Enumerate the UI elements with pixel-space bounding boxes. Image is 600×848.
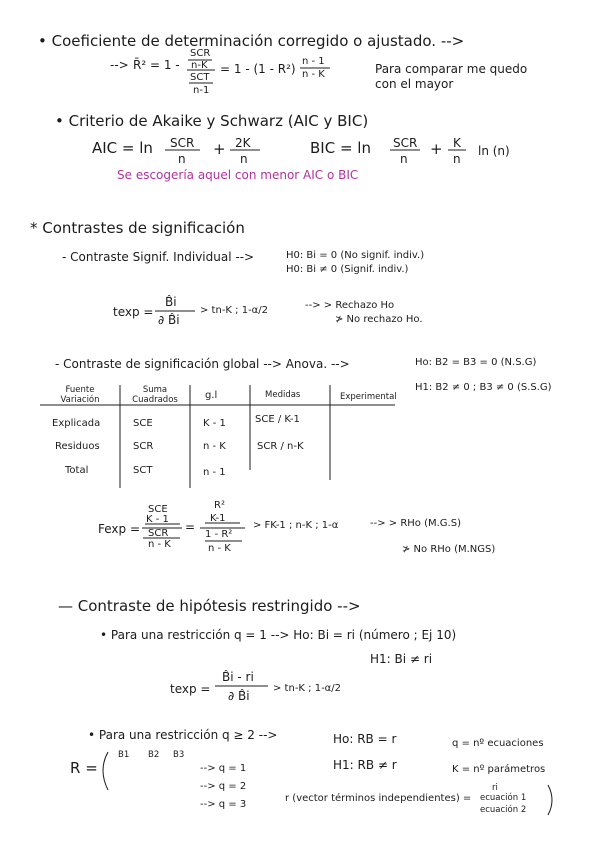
s4-sce: SCE: [148, 504, 168, 515]
s4-fdist: > FK-1 ; n-K ; 1-α: [253, 520, 339, 531]
s5-title: — Contraste de hipótesis restringido -->: [58, 597, 361, 615]
th-medidas: Medidas: [265, 390, 301, 400]
s1-note2: con el mayor: [375, 77, 454, 91]
s5-ec1: ecuación 1: [480, 793, 527, 803]
s1-nkb: n - K: [302, 69, 325, 80]
s5-h0: Ho: RB = r: [333, 732, 397, 746]
s2-bic-lhs: BIC = ln: [310, 139, 371, 157]
table-cell: SCT: [133, 465, 153, 476]
s3-title: * Contrastes de significación: [30, 219, 245, 237]
s3-h1: H0: Bi ≠ 0 (Signif. indiv.): [286, 264, 409, 275]
s4-dec1: --> > RHo (M.G.S): [370, 518, 461, 529]
s5-q2-title: • Para una restricción q ≥ 2 -->: [88, 728, 278, 742]
s5-b1: B1: [118, 750, 130, 760]
table-cell: SCR: [133, 441, 154, 452]
table-cell: SCE: [133, 418, 153, 429]
s5-qnote: q = nº ecuaciones: [452, 738, 544, 749]
s5-arr3: --> q = 3: [200, 799, 247, 810]
s5-r-lhs: R =: [70, 759, 98, 777]
s3-dec1: --> > Rechazo Ho: [305, 300, 395, 311]
th-gl: g.l: [205, 390, 218, 401]
table-cell: SCE / K-1: [255, 414, 300, 425]
s1-sct: SCT: [190, 72, 210, 83]
s2-pink-note: Se escogería aquel con menor AIC o BIC: [117, 168, 359, 182]
s4-nk: n - K: [148, 539, 171, 550]
s3-tdist: > tn-K ; 1-α/2: [200, 305, 269, 316]
s1-eq2: = 1 - (1 - R²): [220, 62, 296, 76]
th-fuente: Fuente Variación: [60, 385, 100, 405]
s1-title: • Coeficiente de determinación corregido o ajustado. -->: [38, 32, 465, 50]
table-cell: n - 1: [203, 467, 226, 478]
table-cell: Total: [65, 465, 89, 476]
s2-aic-scr: SCR: [170, 136, 195, 150]
s1-n1b: n - 1: [302, 56, 325, 67]
s5-ec2: ecuación 2: [480, 805, 527, 815]
s4-h1: H1: B2 ≠ 0 ; B3 ≠ 0 (S.S.G): [415, 382, 552, 393]
s1-r2bar: R̄² = 1 -: [133, 58, 180, 72]
s2-aic-plus: +: [213, 140, 226, 158]
s2-aic-2k: 2K: [235, 136, 251, 150]
s1-n1: n-1: [193, 85, 210, 96]
s3-h0: H0: Bi = 0 (No signif. indiv.): [286, 250, 425, 261]
s5-h1b: H1: RB ≠ r: [333, 758, 397, 772]
s2-aic-lhs: AIC = ln: [92, 139, 153, 157]
s4-k1: K - 1: [146, 514, 169, 525]
s4-r2: R²: [214, 500, 225, 511]
table-cell: n - K: [203, 441, 226, 452]
s3-ind-title: - Contraste Signif. Individual -->: [62, 250, 255, 264]
s2-bic-scr: SCR: [393, 136, 418, 150]
s5-den: ∂ B̂i: [228, 689, 250, 703]
s2-bic-n2: n: [453, 152, 461, 166]
s1-arrow: -->: [110, 58, 129, 72]
s2-bic-plus: +: [430, 140, 443, 158]
s2-bic-k: K: [453, 136, 461, 150]
s4-dec2: ≯ No RHo (M.NGS): [402, 544, 496, 555]
s3-texp: texp =: [113, 305, 154, 319]
s5-b2: B2: [148, 750, 160, 760]
s3-dec2: ≯ No rechazo Ho.: [335, 314, 423, 325]
s1-nk: n-K: [191, 60, 208, 71]
s5-knote: K = nº parámetros: [452, 764, 546, 775]
table-cell: K - 1: [203, 418, 226, 429]
s3-bihat: B̂i: [165, 295, 177, 309]
s2-title: • Criterio de Akaike y Schwarz (AIC y BIC): [55, 112, 369, 130]
s2-aic-n2: n: [240, 152, 248, 166]
s4-eq: =: [185, 520, 196, 534]
s4-title: - Contraste de significación global --> Anova. -->: [55, 357, 350, 371]
th-experimental: Experimental: [340, 392, 397, 402]
s5-h1: H1: Bi ≠ ri: [370, 652, 433, 666]
s5-arr1: --> q = 1: [200, 763, 247, 774]
s5-q1-title: • Para una restricción q = 1 --> Ho: Bi = ri (número ; Ej 10): [100, 628, 457, 642]
s5-b3: B3: [173, 750, 185, 760]
s5-ri: ri: [492, 783, 498, 793]
s2-bic-n: n: [400, 152, 408, 166]
th-suma: Suma Cuadrados: [132, 385, 178, 405]
s5-num: B̂i - ri: [222, 670, 254, 684]
table-cell: Residuos: [55, 441, 100, 452]
s3-dbi: ∂ B̂i: [158, 313, 180, 327]
s1-note1: Para comparar me quedo: [375, 62, 528, 76]
s4-1r2: 1 - R²: [205, 529, 233, 540]
table-cell: SCR / n-K: [257, 441, 304, 452]
s4-h0: Ho: B2 = B3 = 0 (N.S.G): [415, 357, 537, 368]
s4-nkb: n - K: [208, 543, 231, 554]
s4-k1b: K-1: [210, 513, 226, 524]
s5-rvec: r (vector términos independientes) =: [285, 793, 472, 804]
s2-bic-lnn: ln (n): [478, 144, 510, 158]
s5-tdist: > tn-K ; 1-α/2: [273, 683, 342, 694]
s5-texp: texp =: [170, 682, 211, 696]
s1-scr: SCR: [190, 48, 211, 59]
s4-fexp: Fexp =: [98, 522, 141, 536]
table-cell: Explicada: [52, 418, 101, 429]
s4-scr: SCR: [148, 528, 169, 539]
s2-aic-n: n: [178, 152, 186, 166]
s5-arr2: --> q = 2: [200, 781, 247, 792]
